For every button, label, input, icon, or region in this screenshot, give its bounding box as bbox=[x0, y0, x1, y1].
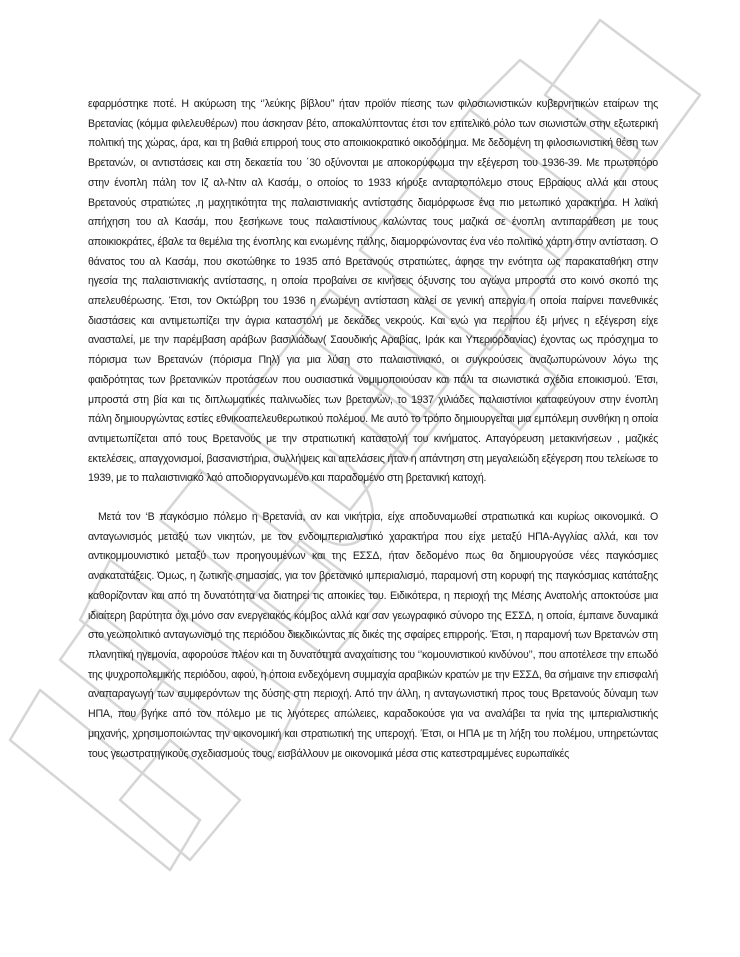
document-body bbox=[88, 95, 658, 764]
paragraph-2: Μετά τον ‘Β παγκόσμιο πόλεμο η Βρετανία, αν και νικήτρια, είχε αποδυναμωθεί στρατιωτικά και κυρίως οικονομικά. Ο ανταγωνισμός μεταξύ των νικητών, με τον ενδοιμπεριαλιστικό χαρακτήρα που είχε μεταξύ ΗΠΑ-Αγγλίας αλλά, και τον αντικομμουνιστικό μεταξύ των προηγουμένων και της ΕΣΣΔ, ήταν δεδομένο πως θα δημιουργούσε νέες παγκόσμιες ανακατατάξεις. Όμως, η ζωτικής σημασίας, για τον βρετανικό ιμπεριαλισμό, παραμονή στη κορυφή της παγκόσμιας κατάταξης καθορίζονταν και από τη δυνατότητα να διατηρεί τις αποικίες του. Ειδικότερα, η περιοχή της Μέσης Ανατολής αποκτούσε μια ιδιαίτερη βαρύτητα όχι μόνο σαν ενεργειακός κόμβος αλλά και σαν γεωγραφικό σύνορο της ΕΣΣΔ, η οποία, έμπαινε δυναμικά στο γεωπολιτικό ανταγωνισμό της περιόδου διεκδικώντας τις δικές της σφαίρες επιρροής. Έτσι, η παραμονή των Βρετανών στη πλανητική ηγεμονία, αφορούσε πλέον και τη δυνατότητα αναχαίτισης του ‘’κομουνιστικού κινδύνου’’, που αποτέλεσε την επωδό της ψυχροπολεμικής περιόδου, αφού, η όποια ενδεχόμενη συμμαχία αραβικών κρατών με την ΕΣΣΔ, θα σήμαινε την επισφαλή αναπαραγωγή των συμφερόντων της δύσης στη περιοχή. Από την άλλη, η ανταγωνιστική προς τους Βρετανούς δύναμη των ΗΠΑ, που βγήκε από τον πόλεμο με τις λιγότερες απώλειες, καραδοκούσε για να αναλάβει τα ηνία της ιμπεριαλιστικής μηχανής, χρησιμοποιώντας την οικονομική και στρατιωτική της υπεροχή. Έτσι, οι ΗΠΑ με τη λήξη του πολέμου, υπηρετώντας τους γεωστρατηγικούς σχεδιασμούς τους, εισβάλλουν με οικονομικά μέσα στις κατεστραμμένες ευρωπαϊκές bbox=[88, 511, 658, 760]
paragraph-1: εφαρμόστηκε ποτέ. Η ακύρωση της ‘’λεύκης βίβλου’’ ήταν προϊόν πίεσης των φιλοσιωνιστικών κυβερνητικών εταίρων της Βρετανίας (κόμμα φιλελευθέρων) που άσκησαν βέτο, αποκαλύπτοντας έτσι τον επιτελικό ρόλο των σιωνιστών στην εξωτερική πολιτική της χώρας, άρα, και τη βαθιά επιρροή τους στο αποικιοκρατικό οικοδόμημα. Με δεδομένη τη φιλοσιωνιστική θέση των Βρετανών, οι αντιστάσεις και στη δεκαετία του ΄30 οξύνονται με αποκορύφωμα την εξέγερση του 1936-39. Με πρωτοπόρο στην ένοπλη πάλη τον Ιζ αλ-Ντιν αλ Κασάμ, ο οποίος το 1933 κήρυξε ανταρτοπόλεμο στους Εβραίους αλλά και στους Βρετανούς στρατιώτες ,η μαχητικότητα της παλαιστινιακής αντίστασης διαμόρφωσε ένα πιο μετωπικό χαρακτήρα. Η λαϊκή απήχηση του αλ Κασάμ, που ξεσήκωνε τους παλαιστίνιους καλώντας τους μαζικά σε ένοπλη αντιπαράθεση με τους αποικιοκράτες, έβαλε τα θεμέλια της ένοπλης και ενωμένης πάλης, διαμορφώνοντας ένα νέο πολιτικό χάρτη στην αντίσταση. Ο θάνατος του αλ Κασάμ, που σκοτώθηκε το 1935 από Βρετανούς στρατιώτες, άφησε την ενότητα ως παρακαταθήκη στην ηγεσία της παλαιστινιακής αντίστασης, η οποία προβαίνει σε κινήσεις όξυνσης του αγώνα μπροστά στο κοινό σκοπό της απελευθέρωσης. Έτσι, τον Οκτώβρη του 1936 η ενωμένη αντίσταση καλεί σε γενική απεργία η οποία παίρνει πανεθνικές διαστάσεις και αντιμετωπίζει την άγρια καταστολή με δεκάδες νεκρούς. Και ενώ για περίπου έξι μήνες η εξέγερση είχε ανασταλεί, με την παρέμβαση αράβων βασιλιάδων( Σαουδικής Αραβίας, Ιράκ και Υπεριορδανίας) έχοντας ως πρόσχημα το πόρισμα των Βρετανών (πόρισμα Πηλ) για μια λύση στο παλαιστινιακό, οι συγκρούσεις αναζωπυρώνουν λόγω της φαιδρότητας των βρετανικών προτάσεων που ουσιαστικά νομιμοποιούσαν και πάλι τα σιωνιστικά σχέδια εποικισμού. Έτσι, μπροστά στη βία και τις διπλωματικές παλινωδίες των βρετανών, το 1937 χιλιάδες παλαιστίνιοι καταφεύγουν στην ένοπλη πάλη δημιουργώντας εστίες εθνικοαπελευθερωτικού πολέμου. Με αυτό το τρόπο δημιουργείται μια εμπόλεμη συνθήκη η οποία αντιμετωπίζεται από τους Βρετανούς με την στρατιωτική καταστολή του κινήματος. Απαγόρευση μετακινήσεων , μαζικές εκτελέσεις, απαγχονισμοί, βασανιστήρια, συλλήψεις και απελάσεις ήταν η απάντηση στη μεγαλειώδη εξέγερση που τελείωσε το 1939, με το παλαιστινιακό λαό αποδιοργανωμένο και παραδομένο στη βρετανική κατοχή. bbox=[88, 98, 658, 485]
